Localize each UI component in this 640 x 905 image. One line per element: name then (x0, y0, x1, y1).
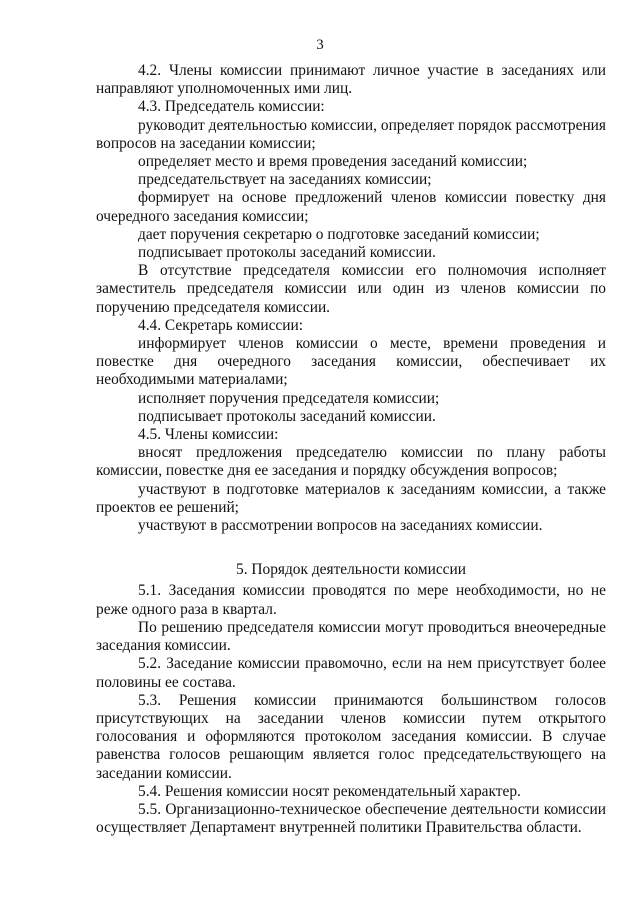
paragraph: подписывает протоколы заседаний комиссии. (138, 244, 436, 262)
paragraph: председательствует на заседаниях комиссии; (138, 171, 432, 189)
paragraph: участвуют в подготовке материалов к заседаниям комиссии, а также проектов ее решений; (96, 480, 606, 516)
paragraph: 4.2. Члены комиссии принимают личное участие в заседаниях или направляют уполномоченных ими лиц. (96, 62, 606, 98)
paragraph: В отсутствие председателя комиссии его полномочия исполняет заместитель председателя комиссии или один из членов комиссии по поручению председателя комиссии. (96, 262, 606, 316)
paragraph: участвуют в рассмотрении вопросов на заседаниях комиссии. (138, 517, 543, 535)
section-heading: 5. Порядок деятельности комиссии (236, 561, 466, 579)
paragraph: 5.4. Решения комиссии носят рекомендательный характер. (138, 782, 521, 800)
paragraph: 4.3. Председатель комиссии: (138, 98, 325, 116)
paragraph: 4.4. Секретарь комиссии: (138, 316, 304, 334)
paragraph: дает поручения секретарю о подготовке заседаний комиссии; (138, 225, 540, 243)
paragraph: руководит деятельностью комиссии, определяет порядок рассмотрения вопросов на заседании комиссии; (96, 116, 606, 152)
document-body (96, 62, 606, 837)
paragraph: 4.5. Члены комиссии: (138, 426, 279, 444)
paragraph: формирует на основе предложений членов комиссии повестку дня очередного заседания комиссии; (96, 189, 606, 225)
paragraph: информирует членов комиссии о месте, времени проведения и повестке дня очередного заседания комиссии, обеспечивает их необходимыми материалами; (96, 335, 606, 389)
page-number: 3 (316, 37, 324, 53)
paragraph: определяет место и время проведения заседаний комиссии; (138, 153, 528, 171)
paragraph: 5.1. Заседания комиссии проводятся по мере необходимости, но не реже одного раза в квартал. (96, 582, 606, 618)
paragraph: вносят предложения председателю комиссии по плану работы комиссии, повестке дня ее заседания и порядку обсуждения вопросов; (96, 444, 606, 480)
paragraph: 5.2. Заседание комиссии правомочно, если на нем присутствует более половины ее состава. (96, 655, 606, 691)
paragraph: По решению председателя комиссии могут проводиться внеочередные заседания комиссии. (96, 618, 606, 655)
paragraph: подписывает протоколы заседаний комиссии. (138, 407, 436, 425)
paragraph: 5.3. Решения комиссии принимаются большинством голосов присутствующих на заседании членов комиссии путем открытого голосования и оформляются протоколом заседания комиссии. В случае равенства голосов решающим является голос председательствующего на заседании комиссии. (96, 691, 606, 782)
paragraph: 5.5. Организационно-техническое обеспечение деятельности комиссии осуществляет Департамент внутренней политики Правительства области. (96, 800, 606, 837)
paragraph: исполняет поручения председателя комиссии; (138, 389, 440, 407)
